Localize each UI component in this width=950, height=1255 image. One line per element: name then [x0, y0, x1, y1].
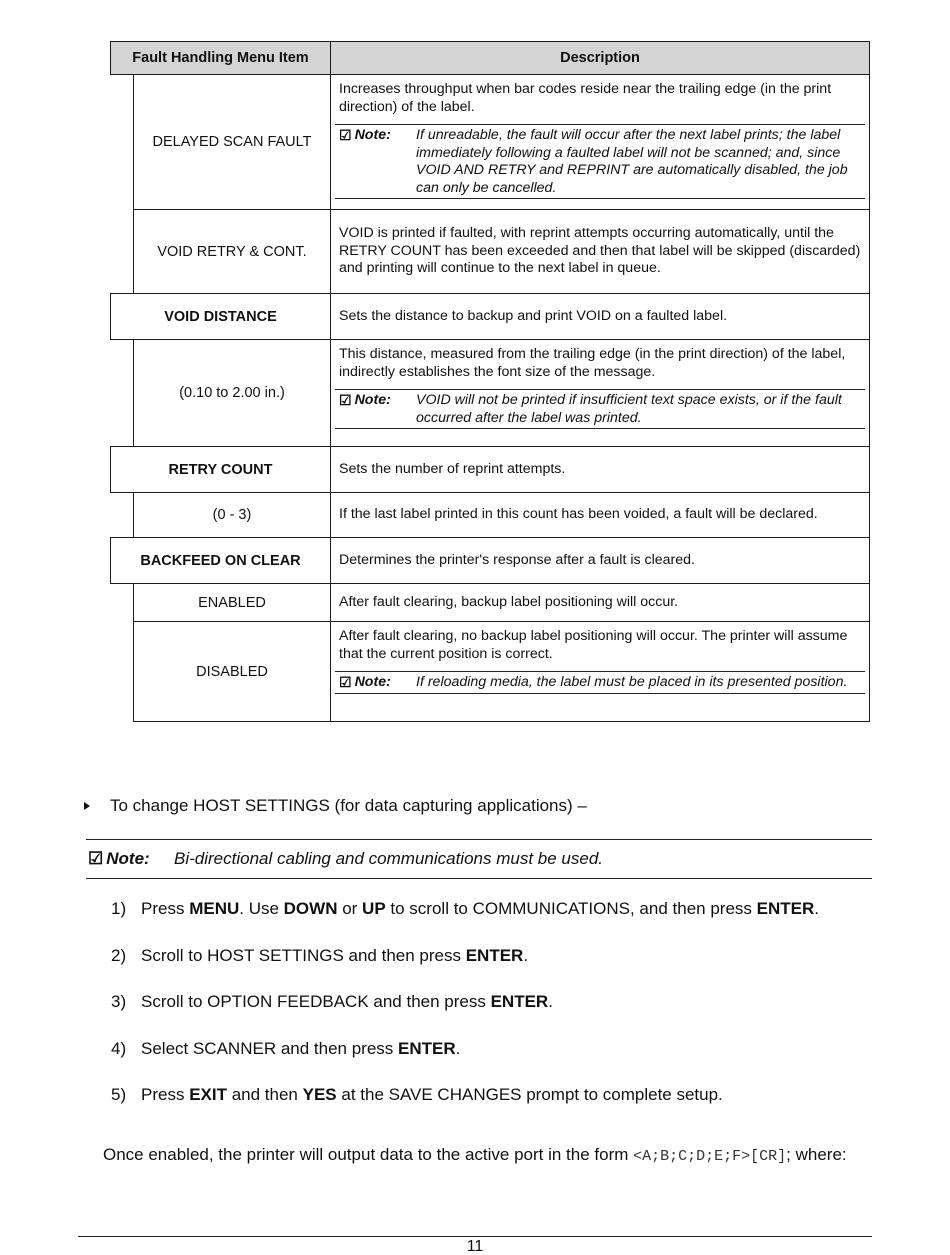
- step-text-part: or: [337, 899, 363, 918]
- description-text: Increases throughput when bar codes reside near the trailing edge (in the print direction) of the label.: [339, 81, 832, 115]
- table-header-item: Fault Handling Menu Item: [110, 41, 331, 75]
- step-text-part: and then: [226, 1085, 303, 1104]
- step-text-part: . Use: [239, 899, 284, 918]
- note-label-text: Note:: [354, 674, 391, 690]
- note-label-text: Note:: [106, 849, 150, 868]
- step-text-part: .: [455, 1038, 461, 1058]
- bullet-arrow-icon: [84, 802, 90, 810]
- table-row-description: [330, 492, 870, 538]
- step-keyword: DOWN: [283, 899, 338, 918]
- step-text-part: Press: [141, 1085, 190, 1104]
- description-text: This distance, measured from the trailing edge (in the print direction) of the label, indirectly establishes the font size of the message.: [339, 346, 846, 380]
- bullet-text: To change HOST SETTINGS (for data capturing applications) –: [110, 796, 587, 815]
- description-text: VOID is printed if faulted, with reprint attempts occurring automatically, until the RETRY COUNT has been exceeded and then that label will be skipped (discarded) and printing will continue to the next label in queue.: [339, 225, 861, 277]
- note-text: If unreadable, the fault will occur after the next label prints; the label immediately following a faulted label will not be scanned; and, since VOID AND RETRY and REPRINT are automatically disabled, the job can only be cancelled.: [416, 127, 848, 196]
- output-format-code: <A;B;C;D;E;F>[CR]: [633, 1148, 787, 1165]
- step-item: [111, 899, 819, 946]
- note-box: [335, 671, 865, 694]
- table-row-item: VOID DISTANCE: [110, 293, 331, 340]
- checkbox-icon: ☑: [339, 127, 352, 143]
- step-item: [111, 1085, 819, 1132]
- table-row-item: (0 - 3): [133, 492, 331, 538]
- step-number: 5): [111, 1085, 127, 1104]
- table-header-description: Description: [330, 41, 870, 75]
- step-text-part: .: [548, 992, 553, 1011]
- note-label: [339, 674, 416, 692]
- step-text-part: at the SAVE CHANGES prompt to complete setup.: [336, 1085, 723, 1104]
- output-text: Once enabled, the printer will output data to the active port in the form: [103, 1145, 634, 1164]
- checkbox-icon: ☑: [88, 849, 104, 868]
- note-label-text: Note:: [354, 392, 391, 408]
- step-keyword: UP: [362, 899, 386, 918]
- table-row-item: (0.10 to 2.00 in.): [133, 339, 331, 447]
- step-text: [141, 1085, 723, 1132]
- note-text: VOID will not be printed if insufficient text space exists, or if the fault occurred after the label was printed.: [416, 392, 842, 426]
- table-row-description: [330, 583, 870, 622]
- step-text-part: Select SCANNER and then press: [141, 1038, 399, 1058]
- note-label: [339, 127, 416, 197]
- step-number: 3): [111, 992, 127, 1011]
- step-keyword: ENTER: [398, 1038, 456, 1058]
- table-row-item: DISABLED: [133, 621, 331, 722]
- step-keyword: ENTER: [756, 899, 815, 918]
- note-label-text: Note:: [354, 127, 391, 143]
- step-text-part: .: [814, 899, 819, 918]
- step-keyword: MENU: [189, 899, 240, 918]
- table-row-description: [330, 446, 870, 493]
- step-item: [111, 1039, 819, 1086]
- description-text: Sets the distance to backup and print VOID on a faulted label.: [339, 307, 728, 324]
- step-keyword: ENTER: [490, 992, 549, 1011]
- table-row-item: DELAYED SCAN FAULT: [133, 74, 331, 210]
- table-row-item: VOID RETRY & CONT.: [133, 209, 331, 294]
- output-paragraph: [103, 1145, 847, 1165]
- table-row-description: [330, 339, 870, 447]
- table-row-description: [330, 537, 870, 584]
- table-row-description: [330, 74, 870, 210]
- step-number: 2): [111, 945, 127, 965]
- page-number: 11: [466, 1238, 484, 1255]
- table-row-description: [330, 621, 870, 722]
- note-label: [339, 392, 416, 427]
- step-text: [141, 946, 528, 993]
- footer-divider: [78, 1236, 872, 1237]
- bullet-item: [84, 796, 587, 816]
- step-item: [111, 946, 819, 993]
- description-text: After fault clearing, no backup label positioning will occur. The printer will assume that the current position is correct.: [339, 628, 848, 662]
- step-text-part: Scroll to OPTION FEEDBACK and then press: [141, 992, 491, 1011]
- note-text: If reloading media, the label must be placed in its presented position.: [416, 674, 848, 690]
- description-text: Sets the number of reprint attempts.: [339, 460, 566, 477]
- step-text-part: to scroll to COMMUNICATIONS, and then press: [385, 899, 757, 918]
- table-row-item: BACKFEED ON CLEAR: [110, 537, 331, 584]
- output-text-end: ; where:: [786, 1145, 847, 1164]
- checkbox-icon: ☑: [339, 392, 352, 408]
- note-text: Bi-directional cabling and communications must be used.: [174, 849, 604, 868]
- step-text: [141, 992, 553, 1039]
- host-settings-note: [86, 839, 872, 879]
- description-text: After fault clearing, backup label positioning will occur.: [339, 593, 679, 610]
- note-box: [335, 389, 865, 429]
- step-text-part: Scroll to HOST SETTINGS and then press: [141, 945, 466, 965]
- step-number: 4): [111, 1038, 127, 1058]
- description-text: Determines the printer's response after a fault is cleared.: [339, 551, 695, 568]
- step-keyword: YES: [302, 1085, 337, 1104]
- note-label: [88, 849, 174, 869]
- note-box: [335, 124, 865, 199]
- checkbox-icon: ☑: [339, 674, 352, 690]
- table-row-item: RETRY COUNT: [110, 446, 331, 493]
- step-keyword: EXIT: [189, 1085, 227, 1104]
- step-text: [141, 899, 819, 946]
- step-text-part: .: [523, 945, 529, 965]
- table-row-item: ENABLED: [133, 583, 331, 622]
- table-row-description: [330, 293, 870, 340]
- step-text-part: Press: [141, 899, 190, 918]
- step-text: [141, 1039, 460, 1086]
- table-row-description: [330, 209, 870, 294]
- step-keyword: ENTER: [465, 945, 524, 965]
- step-item: [111, 992, 819, 1039]
- description-text: If the last label printed in this count has been voided, a fault will be declared.: [339, 506, 818, 523]
- steps-list: [111, 899, 819, 1132]
- step-number: 1): [111, 899, 127, 918]
